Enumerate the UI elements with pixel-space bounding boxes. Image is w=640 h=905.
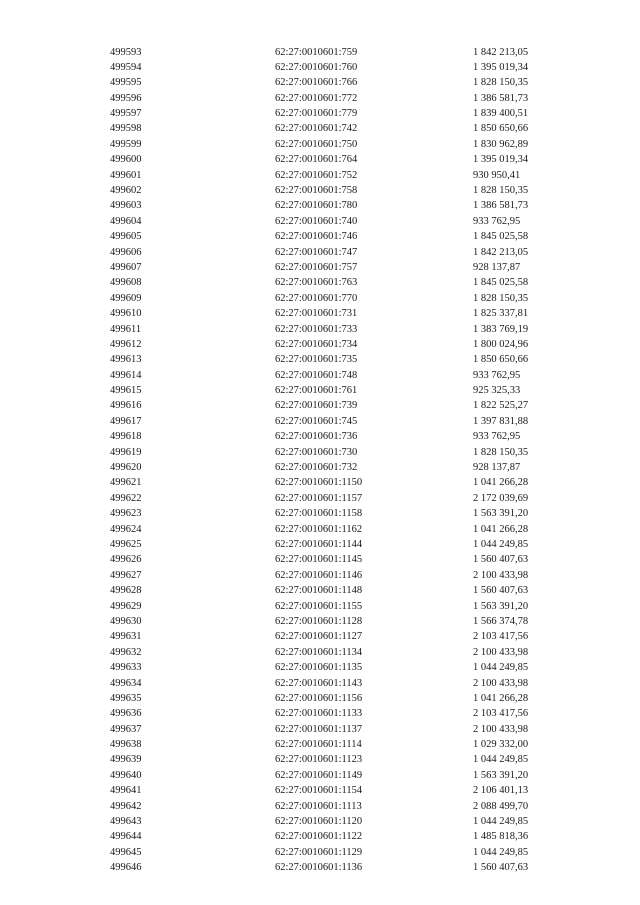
cadastral-value-cell: 925 325,33	[473, 385, 521, 397]
cadastral-value-cell: 1 839 400,51	[473, 108, 529, 120]
table-row	[110, 706, 550, 721]
cadastral-value-cell: 1 560 407,63	[473, 862, 529, 874]
cadastral-value-cell: 1 041 266,28	[473, 523, 529, 535]
cadastral-number-cell: 62:27:0010601:761	[275, 385, 358, 397]
table-row	[110, 198, 550, 213]
cadastral-number-cell: 62:27:0010601:745	[275, 415, 358, 427]
row-number-cell: 499600	[110, 154, 142, 166]
table-row	[110, 783, 550, 798]
row-number-cell: 499628	[110, 585, 142, 597]
row-number-cell: 499620	[110, 462, 142, 474]
row-number-cell: 499643	[110, 816, 142, 828]
table-row	[110, 322, 550, 337]
row-number-cell: 499617	[110, 415, 142, 427]
cadastral-number-cell: 62:27:0010601:1143	[275, 677, 363, 689]
cadastral-value-cell: 2 100 433,98	[473, 646, 529, 658]
cadastral-number-cell: 62:27:0010601:1127	[275, 631, 363, 643]
cadastral-number-cell: 62:27:0010601:736	[275, 431, 358, 443]
table-row	[110, 337, 550, 352]
row-number-cell: 499619	[110, 446, 142, 458]
table-row	[110, 845, 550, 860]
cadastral-number-cell: 62:27:0010601:1113	[275, 800, 362, 812]
table-row	[110, 368, 550, 383]
cadastral-value-cell: 933 762,95	[473, 215, 521, 227]
cadastral-number-cell: 62:27:0010601:779	[275, 108, 358, 120]
cadastral-number-cell: 62:27:0010601:764	[275, 154, 358, 166]
table-row	[110, 583, 550, 598]
table-row	[110, 722, 550, 737]
cadastral-number-cell: 62:27:0010601:748	[275, 369, 358, 381]
cadastral-value-cell: 928 137,87	[473, 462, 521, 474]
table-row	[110, 60, 550, 75]
cadastral-value-cell: 933 762,95	[473, 431, 521, 443]
cadastral-value-cell: 2 103 417,56	[473, 631, 529, 643]
cadastral-value-cell: 928 137,87	[473, 261, 521, 273]
table-row	[110, 121, 550, 136]
cadastral-value-cell: 1 563 391,20	[473, 508, 529, 520]
cadastral-value-cell: 1 563 391,20	[473, 600, 529, 612]
cadastral-number-cell: 62:27:0010601:1150	[275, 477, 363, 489]
row-number-cell: 499641	[110, 785, 142, 797]
cadastral-value-cell: 1 828 150,35	[473, 77, 529, 89]
row-number-cell: 499630	[110, 615, 142, 627]
table-row	[110, 398, 550, 413]
cadastral-number-cell: 62:27:0010601:1123	[275, 754, 363, 766]
table-row	[110, 352, 550, 367]
table-row	[110, 491, 550, 506]
table-row	[110, 460, 550, 475]
cadastral-number-cell: 62:27:0010601:780	[275, 200, 358, 212]
table-row	[110, 829, 550, 844]
cadastral-number-cell: 62:27:0010601:731	[275, 308, 358, 320]
cadastral-number-cell: 62:27:0010601:730	[275, 446, 358, 458]
cadastral-number-cell: 62:27:0010601:1146	[275, 569, 363, 581]
row-number-cell: 499621	[110, 477, 142, 489]
cadastral-value-cell: 1 845 025,58	[473, 277, 529, 289]
cadastral-number-cell: 62:27:0010601:742	[275, 123, 358, 135]
table-row	[110, 814, 550, 829]
table-row	[110, 229, 550, 244]
row-number-cell: 499631	[110, 631, 142, 643]
cadastral-value-cell: 1 822 525,27	[473, 400, 529, 412]
row-number-cell: 499639	[110, 754, 142, 766]
cadastral-number-cell: 62:27:0010601:739	[275, 400, 358, 412]
cadastral-value-cell: 1 386 581,73	[473, 200, 529, 212]
cadastral-number-cell: 62:27:0010601:772	[275, 92, 358, 104]
cadastral-number-cell: 62:27:0010601:760	[275, 61, 358, 73]
table-row	[110, 45, 550, 60]
cadastral-number-cell: 62:27:0010601:1120	[275, 816, 363, 828]
row-number-cell: 499599	[110, 138, 142, 150]
cadastral-value-cell: 1 563 391,20	[473, 769, 529, 781]
cadastral-number-cell: 62:27:0010601:1133	[275, 708, 363, 720]
row-number-cell: 499602	[110, 185, 142, 197]
row-number-cell: 499608	[110, 277, 142, 289]
row-number-cell: 499618	[110, 431, 142, 443]
cadastral-value-cell: 2 100 433,98	[473, 569, 529, 581]
row-number-cell: 499634	[110, 677, 142, 689]
cadastral-value-cell: 1 830 962,89	[473, 138, 529, 150]
cadastral-value-cell: 1 395 019,34	[473, 154, 529, 166]
cadastral-number-cell: 62:27:0010601:1149	[275, 769, 363, 781]
cadastral-number-cell: 62:27:0010601:1158	[275, 508, 363, 520]
cadastral-value-cell: 1 845 025,58	[473, 231, 529, 243]
cadastral-value-cell: 2 103 417,56	[473, 708, 529, 720]
cadastral-value-cell: 1 041 266,28	[473, 477, 529, 489]
cadastral-value-cell: 930 950,41	[473, 169, 521, 181]
table-row	[110, 91, 550, 106]
table-row	[110, 537, 550, 552]
cadastral-number-cell: 62:27:0010601:746	[275, 231, 358, 243]
table-row	[110, 737, 550, 752]
cadastral-value-cell: 2 106 401,13	[473, 785, 529, 797]
table-row	[110, 245, 550, 260]
table-row	[110, 260, 550, 275]
table-row	[110, 799, 550, 814]
cadastral-number-cell: 62:27:0010601:1154	[275, 785, 363, 797]
cadastral-value-cell: 2 100 433,98	[473, 677, 529, 689]
cadastral-value-cell: 2 088 499,70	[473, 800, 529, 812]
table-row	[110, 214, 550, 229]
row-number-cell: 499638	[110, 739, 142, 751]
row-number-cell: 499609	[110, 292, 142, 304]
cadastral-number-cell: 62:27:0010601:1145	[275, 554, 363, 566]
table-row	[110, 137, 550, 152]
row-number-cell: 499603	[110, 200, 142, 212]
row-number-cell: 499593	[110, 46, 142, 58]
cadastral-value-table	[110, 45, 550, 876]
cadastral-number-cell: 62:27:0010601:763	[275, 277, 358, 289]
cadastral-value-cell: 1 044 249,85	[473, 816, 529, 828]
cadastral-value-cell: 1 395 019,34	[473, 61, 529, 73]
table-row	[110, 752, 550, 767]
table-row	[110, 614, 550, 629]
table-row	[110, 552, 550, 567]
cadastral-number-cell: 62:27:0010601:1114	[275, 739, 362, 751]
table-row	[110, 183, 550, 198]
table-row	[110, 568, 550, 583]
table-row	[110, 275, 550, 290]
cadastral-number-cell: 62:27:0010601:770	[275, 292, 358, 304]
cadastral-value-cell: 1 560 407,63	[473, 554, 529, 566]
row-number-cell: 499644	[110, 831, 142, 843]
row-number-cell: 499635	[110, 692, 142, 704]
cadastral-value-cell: 1 825 337,81	[473, 308, 529, 320]
row-number-cell: 499607	[110, 261, 142, 273]
cadastral-number-cell: 62:27:0010601:759	[275, 46, 358, 58]
cadastral-number-cell: 62:27:0010601:766	[275, 77, 358, 89]
cadastral-value-cell: 1 850 650,66	[473, 354, 529, 366]
cadastral-number-cell: 62:27:0010601:1137	[275, 723, 363, 735]
table-row	[110, 106, 550, 121]
row-number-cell: 499623	[110, 508, 142, 520]
row-number-cell: 499637	[110, 723, 142, 735]
cadastral-number-cell: 62:27:0010601:1136	[275, 862, 363, 874]
row-number-cell: 499596	[110, 92, 142, 104]
row-number-cell: 499622	[110, 492, 142, 504]
cadastral-value-cell: 1 842 213,05	[473, 46, 529, 58]
cadastral-number-cell: 62:27:0010601:1157	[275, 492, 363, 504]
cadastral-value-cell: 1 044 249,85	[473, 754, 529, 766]
row-number-cell: 499636	[110, 708, 142, 720]
cadastral-value-cell: 1 560 407,63	[473, 585, 529, 597]
row-number-cell: 499646	[110, 862, 142, 874]
row-number-cell: 499626	[110, 554, 142, 566]
cadastral-number-cell: 62:27:0010601:734	[275, 338, 358, 350]
cadastral-number-cell: 62:27:0010601:1122	[275, 831, 363, 843]
cadastral-number-cell: 62:27:0010601:1128	[275, 615, 363, 627]
cadastral-value-cell: 1 566 374,78	[473, 615, 529, 627]
cadastral-number-cell: 62:27:0010601:747	[275, 246, 358, 258]
cadastral-number-cell: 62:27:0010601:752	[275, 169, 358, 181]
row-number-cell: 499594	[110, 61, 142, 73]
row-number-cell: 499632	[110, 646, 142, 658]
cadastral-number-cell: 62:27:0010601:750	[275, 138, 358, 150]
row-number-cell: 499625	[110, 539, 142, 550]
table-row	[110, 475, 550, 490]
table-row	[110, 522, 550, 537]
table-row	[110, 660, 550, 675]
row-number-cell: 499597	[110, 108, 142, 120]
cadastral-value-cell: 2 172 039,69	[473, 492, 529, 504]
cadastral-value-cell: 1 044 249,85	[473, 539, 529, 550]
cadastral-number-cell: 62:27:0010601:732	[275, 462, 358, 474]
table-row	[110, 383, 550, 398]
cadastral-number-cell: 62:27:0010601:757	[275, 261, 358, 273]
row-number-cell: 499610	[110, 308, 142, 320]
cadastral-number-cell: 62:27:0010601:1162	[275, 523, 363, 535]
cadastral-value-cell: 933 762,95	[473, 369, 521, 381]
table-row	[110, 75, 550, 90]
row-number-cell: 499615	[110, 385, 142, 397]
table-row	[110, 768, 550, 783]
row-number-cell: 499613	[110, 354, 142, 366]
cadastral-number-cell: 62:27:0010601:733	[275, 323, 358, 335]
cadastral-value-cell: 1 044 249,85	[473, 662, 529, 674]
table-row	[110, 306, 550, 321]
table-row	[110, 429, 550, 444]
row-number-cell: 499642	[110, 800, 142, 812]
cadastral-value-cell: 1 828 150,35	[473, 185, 529, 197]
row-number-cell: 499645	[110, 846, 142, 858]
cadastral-number-cell: 62:27:0010601:1135	[275, 662, 363, 674]
cadastral-value-cell: 1 842 213,05	[473, 246, 529, 258]
cadastral-number-cell: 62:27:0010601:1134	[275, 646, 363, 658]
cadastral-number-cell: 62:27:0010601:1129	[275, 846, 363, 858]
cadastral-value-cell: 1 041 266,28	[473, 692, 529, 704]
row-number-cell: 499629	[110, 600, 142, 612]
table-row	[110, 445, 550, 460]
row-number-cell: 499611	[110, 323, 142, 335]
row-number-cell: 499601	[110, 169, 142, 181]
cadastral-number-cell: 62:27:0010601:1155	[275, 600, 363, 612]
table-row	[110, 168, 550, 183]
row-number-cell: 499624	[110, 523, 142, 535]
cadastral-number-cell: 62:27:0010601:735	[275, 354, 358, 366]
cadastral-value-cell: 1 397 831,88	[473, 415, 529, 427]
cadastral-number-cell: 62:27:0010601:1144	[275, 539, 363, 550]
row-number-cell: 499604	[110, 215, 142, 227]
cadastral-value-cell: 1 828 150,35	[473, 446, 529, 458]
table-row	[110, 676, 550, 691]
table-row	[110, 506, 550, 521]
table-row	[110, 599, 550, 614]
cadastral-number-cell: 62:27:0010601:1156	[275, 692, 363, 704]
row-number-cell: 499627	[110, 569, 142, 581]
cadastral-value-cell: 1 029 332,00	[473, 739, 529, 751]
cadastral-value-cell: 1 800 024,96	[473, 338, 529, 350]
row-number-cell: 499616	[110, 400, 142, 412]
row-number-cell: 499606	[110, 246, 142, 258]
table-row	[110, 414, 550, 429]
row-number-cell: 499633	[110, 662, 142, 674]
cadastral-number-cell: 62:27:0010601:1148	[275, 585, 363, 597]
cadastral-value-cell: 1 383 769,19	[473, 323, 529, 335]
cadastral-number-cell: 62:27:0010601:758	[275, 185, 358, 197]
cadastral-value-cell: 1 850 650,66	[473, 123, 529, 135]
table-row	[110, 860, 550, 875]
row-number-cell: 499595	[110, 77, 142, 89]
row-number-cell: 499598	[110, 123, 142, 135]
row-number-cell: 499640	[110, 769, 142, 781]
row-number-cell: 499612	[110, 338, 142, 350]
table-row	[110, 629, 550, 644]
cadastral-value-cell: 1 386 581,73	[473, 92, 529, 104]
table-row	[110, 691, 550, 706]
table-row	[110, 152, 550, 167]
cadastral-value-cell: 1 485 818,36	[473, 831, 529, 843]
cadastral-value-cell: 2 100 433,98	[473, 723, 529, 735]
cadastral-value-cell: 1 828 150,35	[473, 292, 529, 304]
cadastral-value-cell: 1 044 249,85	[473, 846, 529, 858]
table-row	[110, 291, 550, 306]
table-row	[110, 645, 550, 660]
cadastral-number-cell: 62:27:0010601:740	[275, 215, 358, 227]
row-number-cell: 499614	[110, 369, 142, 381]
row-number-cell: 499605	[110, 231, 142, 243]
